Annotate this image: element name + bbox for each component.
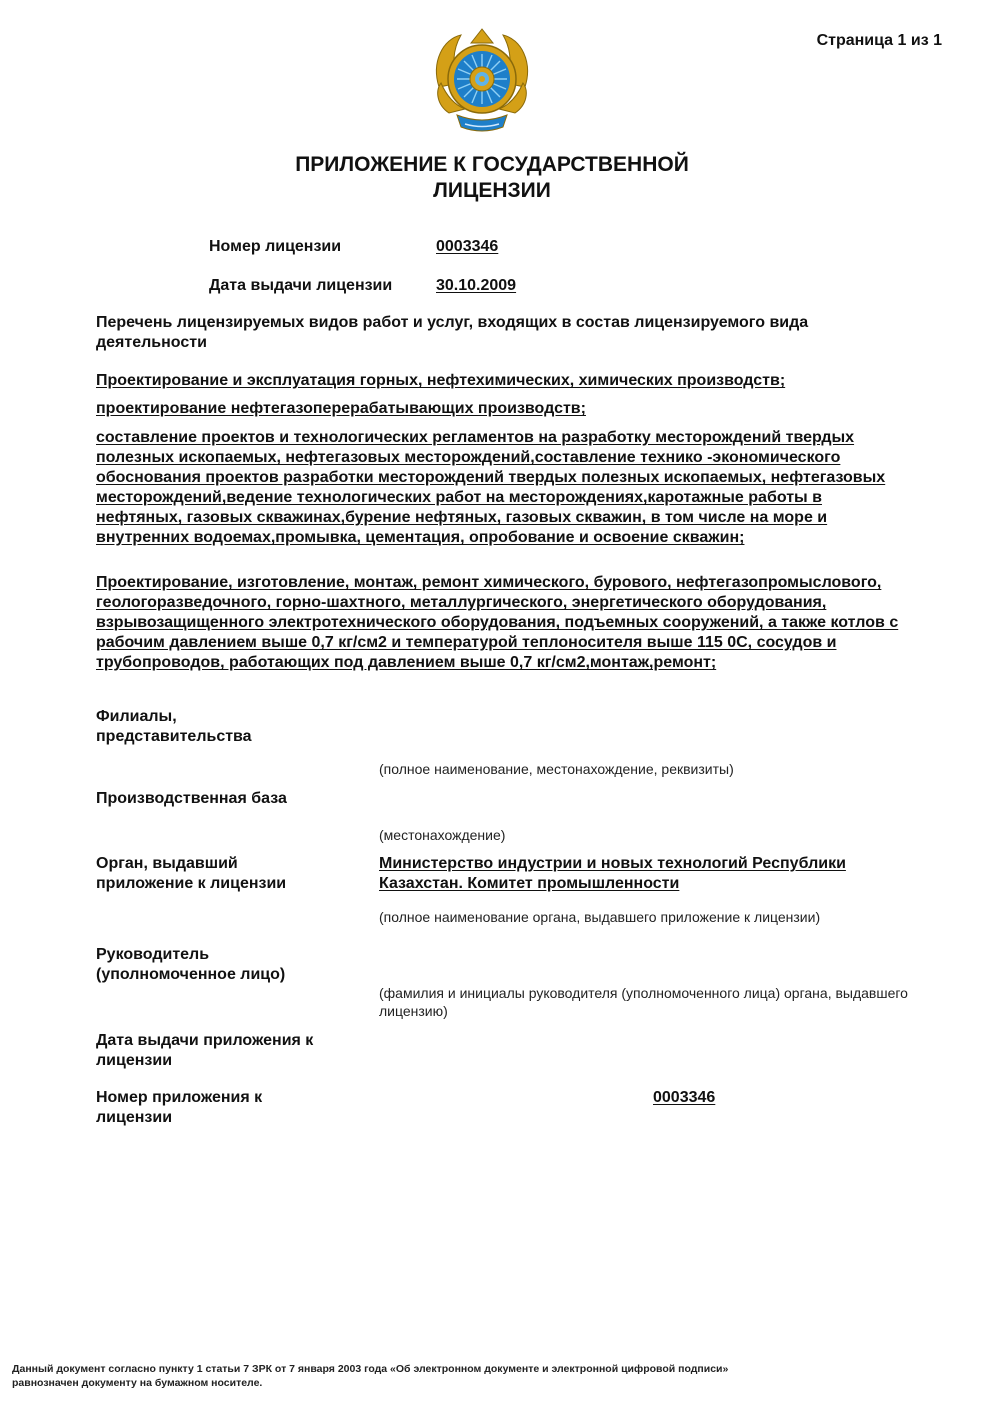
head-label: Руководитель (уполномоченное лицо) [96, 946, 286, 983]
page-counter: Страница 1 из 1 [816, 32, 942, 49]
appendix-date-label: Дата выдачи приложения к лицензии [96, 1032, 314, 1069]
license-number-value: 0003346 [436, 238, 499, 255]
kazakhstan-state-emblem-icon [431, 27, 533, 137]
work-item: составление проектов и технологических регламентов на разработку месторождений твердых полезных ископаемых, нефтегазовых месторождений,составление технико -экономического обоснования проектов разработки месторождений твердых полезных ископаемых, нефтегазовых месторождений,ведение технологических работ на месторождениях,каротажные работы в нефтяных, газовых скважинах,бурение нефтяных, газовых скважин, в том числе на море и внутренних водоемах,промывка, цементация, опробование и освоение скважин; [96, 429, 886, 546]
license-number-label: Номер лицензии [209, 238, 342, 255]
branches-label: Филиалы, представительства [96, 708, 252, 745]
document-title [0, 152, 984, 204]
footer-line-2: равнозначен документу на бумажном носителе. [12, 1377, 263, 1389]
issuer-value: Министерство индустрии и новых технологий Республики Казахстан. Комитет промышленности [379, 855, 846, 892]
license-date-value: 30.10.2009 [436, 277, 517, 294]
issuer-hint: (полное наименование органа, выдавшего приложение к лицензии) [379, 909, 821, 925]
appendix-number-label: Номер приложения к лицензии [96, 1089, 263, 1126]
legal-footer [12, 1362, 912, 1390]
footer-line-1: Данный документ согласно пункту 1 статьи 7 ЗРК от 7 января 2003 года «Об электронном документе и электронной цифровой подписи» [12, 1363, 729, 1375]
issuer-label: Орган, выдавший приложение к лицензии [96, 855, 287, 892]
branches-hint: (полное наименование, местонахождение, реквизиты) [379, 761, 734, 777]
production-base-hint: (местонахождение) [379, 827, 506, 843]
work-item: Проектирование и эксплуатация горных, нефтехимических, химических производств; [96, 372, 786, 389]
title-line-1: ПРИЛОЖЕНИЕ К ГОСУДАРСТВЕННОЙ [295, 153, 689, 176]
license-date-label: Дата выдачи лицензии [209, 277, 393, 294]
appendix-number-value: 0003346 [653, 1089, 716, 1106]
head-hint: (фамилия и инициалы руководителя (уполномоченного лица) органа, выдавшего лицензию) [379, 985, 908, 1019]
work-item: проектирование нефтегазоперерабатывающих производств; [96, 400, 586, 417]
production-base-label: Производственная база [96, 790, 287, 807]
work-item: Проектирование, изготовление, монтаж, ремонт химического, бурового, нефтегазопромыслового, геологоразведочного, горно-шахтного, металлургического, энергетического оборудования, взрывозащищенного электротехнического оборудования, подъемных сооружений, а также котлов с рабочим давлением выше 0,7 кг/см2 и температурой теплоносителя выше 115 0С, сосудов и трубопроводов, работающих под давлением выше 0,7 кг/см2,монтаж,ремонт; [96, 574, 899, 671]
title-line-2: ЛИЦЕНЗИИ [433, 179, 551, 202]
works-list-heading: Перечень лицензируемых видов работ и услуг, входящих в состав лицензируемого вида деятельности [96, 314, 809, 351]
